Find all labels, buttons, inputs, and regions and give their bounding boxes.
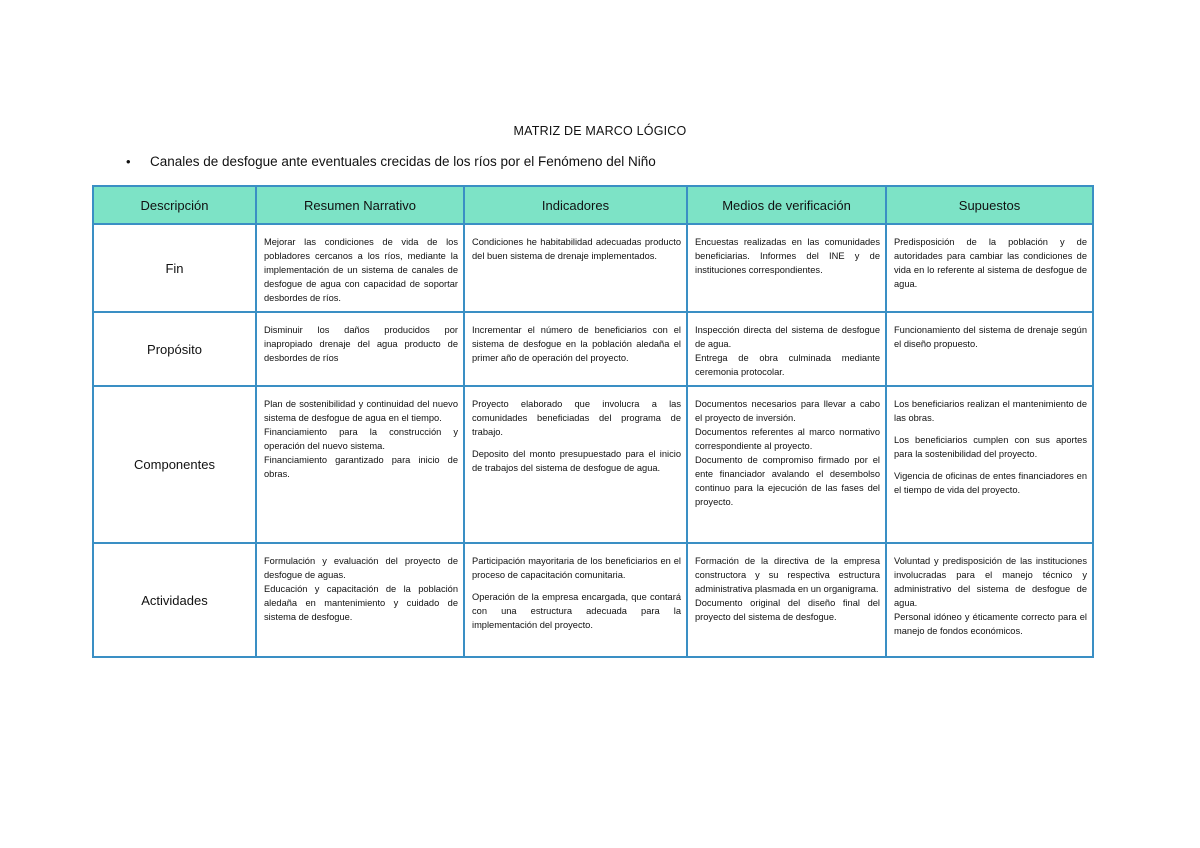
cell-medios — [687, 312, 886, 386]
subtitle-line — [126, 154, 656, 169]
cell-text: Los beneficiarios cumplen con sus aportes para la sostenibilidad del proyecto. — [894, 435, 1087, 459]
row-label-componentes: Componentes — [93, 386, 256, 543]
cell-text: Inspección directa del sistema de desfogue de agua. — [695, 325, 880, 349]
table-row — [93, 312, 1093, 386]
cell-supuestos — [886, 543, 1093, 657]
cell-text: Financiamiento para la construcción y operación del nuevo sistema. — [264, 427, 458, 451]
cell-text: Mejorar las condiciones de vida de los pobladores cercanos a los ríos, mediante la implementación de un sistema de canales de desfogue de agua con capacidad de soportar desbordes de ríos. — [264, 237, 458, 303]
cell-text: Plan de sostenibilidad y continuidad del nuevo sistema de desfogue de agua en el tiempo. — [264, 399, 458, 423]
cell-text: Disminuir los daños producidos por inapropiado drenaje del agua producto de desbordes de ríos — [264, 325, 458, 363]
cell-text: Documentos necesarios para llevar a cabo el proyecto de inversión. — [695, 399, 880, 423]
cell-text: Educación y capacitación de la población aledaña en mantenimiento y cuidado de sistema de desfogue. — [264, 584, 458, 622]
header-indicadores: Indicadores — [464, 186, 687, 224]
cell-medios — [687, 543, 886, 657]
row-label-actividades: Actividades — [93, 543, 256, 657]
cell-text: Predisposición de la población y de autoridades para cambiar las condiciones de vida en lo referente al sistema de desfogue de agua. — [894, 237, 1087, 289]
page-title: MATRIZ DE MARCO LÓGICO — [513, 124, 687, 138]
cell-medios — [687, 386, 886, 543]
cell-text: Voluntad y predisposición de las instituciones involucradas para el manejo técnico y administrativo del sistema de desfogue de agua. — [894, 556, 1087, 608]
cell-resumen — [256, 312, 464, 386]
cell-text: Documento de compromiso firmado por el ente financiador avalando el desembolso continuo para la ejecución de las fases del proyecto. — [695, 455, 880, 507]
cell-text: Personal idóneo y éticamente correcto para el manejo de fondos económicos. — [894, 612, 1087, 636]
cell-text: Participación mayoritaria de los beneficiarios en el proceso de capacitación comunitaria. — [472, 556, 681, 580]
cell-text: Proyecto elaborado que involucra a las comunidades beneficiadas del programa de trabajo. — [472, 399, 681, 437]
cell-text: Vigencia de oficinas de entes financiadores en el tiempo de vida del proyecto. — [894, 471, 1087, 495]
cell-text: Funcionamiento del sistema de drenaje según el diseño propuesto. — [894, 325, 1087, 349]
table-row — [93, 543, 1093, 657]
cell-indicadores — [464, 312, 687, 386]
bullet-icon: • — [126, 154, 131, 169]
cell-text: Encuestas realizadas en las comunidades beneficiarias. Informes del INE y de instituciones correspondientes. — [695, 237, 880, 275]
cell-indicadores — [464, 386, 687, 543]
row-label-fin: Fin — [93, 224, 256, 312]
cell-text: Incrementar el número de beneficiarios con el sistema de desfogue en la población aledaña el primer año de operación del proyecto. — [472, 325, 681, 363]
cell-text: Condiciones he habitabilidad adecuadas producto del buen sistema de drenaje implementados. — [472, 237, 681, 261]
header-medios-verificacion: Medios de verificación — [687, 186, 886, 224]
cell-text: Documentos referentes al marco normativo correspondiente al proyecto. — [695, 427, 880, 451]
logical-framework-matrix — [92, 185, 1094, 658]
header-descripcion: Descripción — [93, 186, 256, 224]
cell-indicadores — [464, 543, 687, 657]
row-label-proposito: Propósito — [93, 312, 256, 386]
cell-resumen — [256, 543, 464, 657]
cell-supuestos — [886, 386, 1093, 543]
table-row — [93, 224, 1093, 312]
subtitle: Canales de desfogue ante eventuales crecidas de los ríos por el Fenómeno del Niño — [150, 154, 656, 169]
cell-text: Entrega de obra culminada mediante ceremonia protocolar. — [695, 353, 880, 377]
cell-medios — [687, 224, 886, 312]
cell-resumen — [256, 386, 464, 543]
cell-text: Financiamiento garantizado para inicio de obras. — [264, 455, 458, 479]
cell-text: Deposito del monto presupuestado para el inicio de trabajos del sistema de desfogue de agua. — [472, 449, 681, 473]
cell-text: Operación de la empresa encargada, que contará con una estructura adecuada para la implementación del proyecto. — [472, 592, 681, 630]
table-row — [93, 386, 1093, 543]
cell-resumen — [256, 224, 464, 312]
cell-text: Formación de la directiva de la empresa constructora y su respectiva estructura administrativa plasmada en un organigrama. — [695, 556, 880, 594]
header-supuestos: Supuestos — [886, 186, 1093, 224]
cell-indicadores — [464, 224, 687, 312]
matrix-header-row — [93, 186, 1093, 224]
cell-supuestos — [886, 312, 1093, 386]
cell-supuestos — [886, 224, 1093, 312]
cell-text: Documento original del diseño final del proyecto del sistema de desfogue. — [695, 598, 880, 622]
header-resumen-narrativo: Resumen Narrativo — [256, 186, 464, 224]
cell-text: Formulación y evaluación del proyecto de desfogue de aguas. — [264, 556, 458, 580]
cell-text: Los beneficiarios realizan el mantenimiento de las obras. — [894, 399, 1087, 423]
